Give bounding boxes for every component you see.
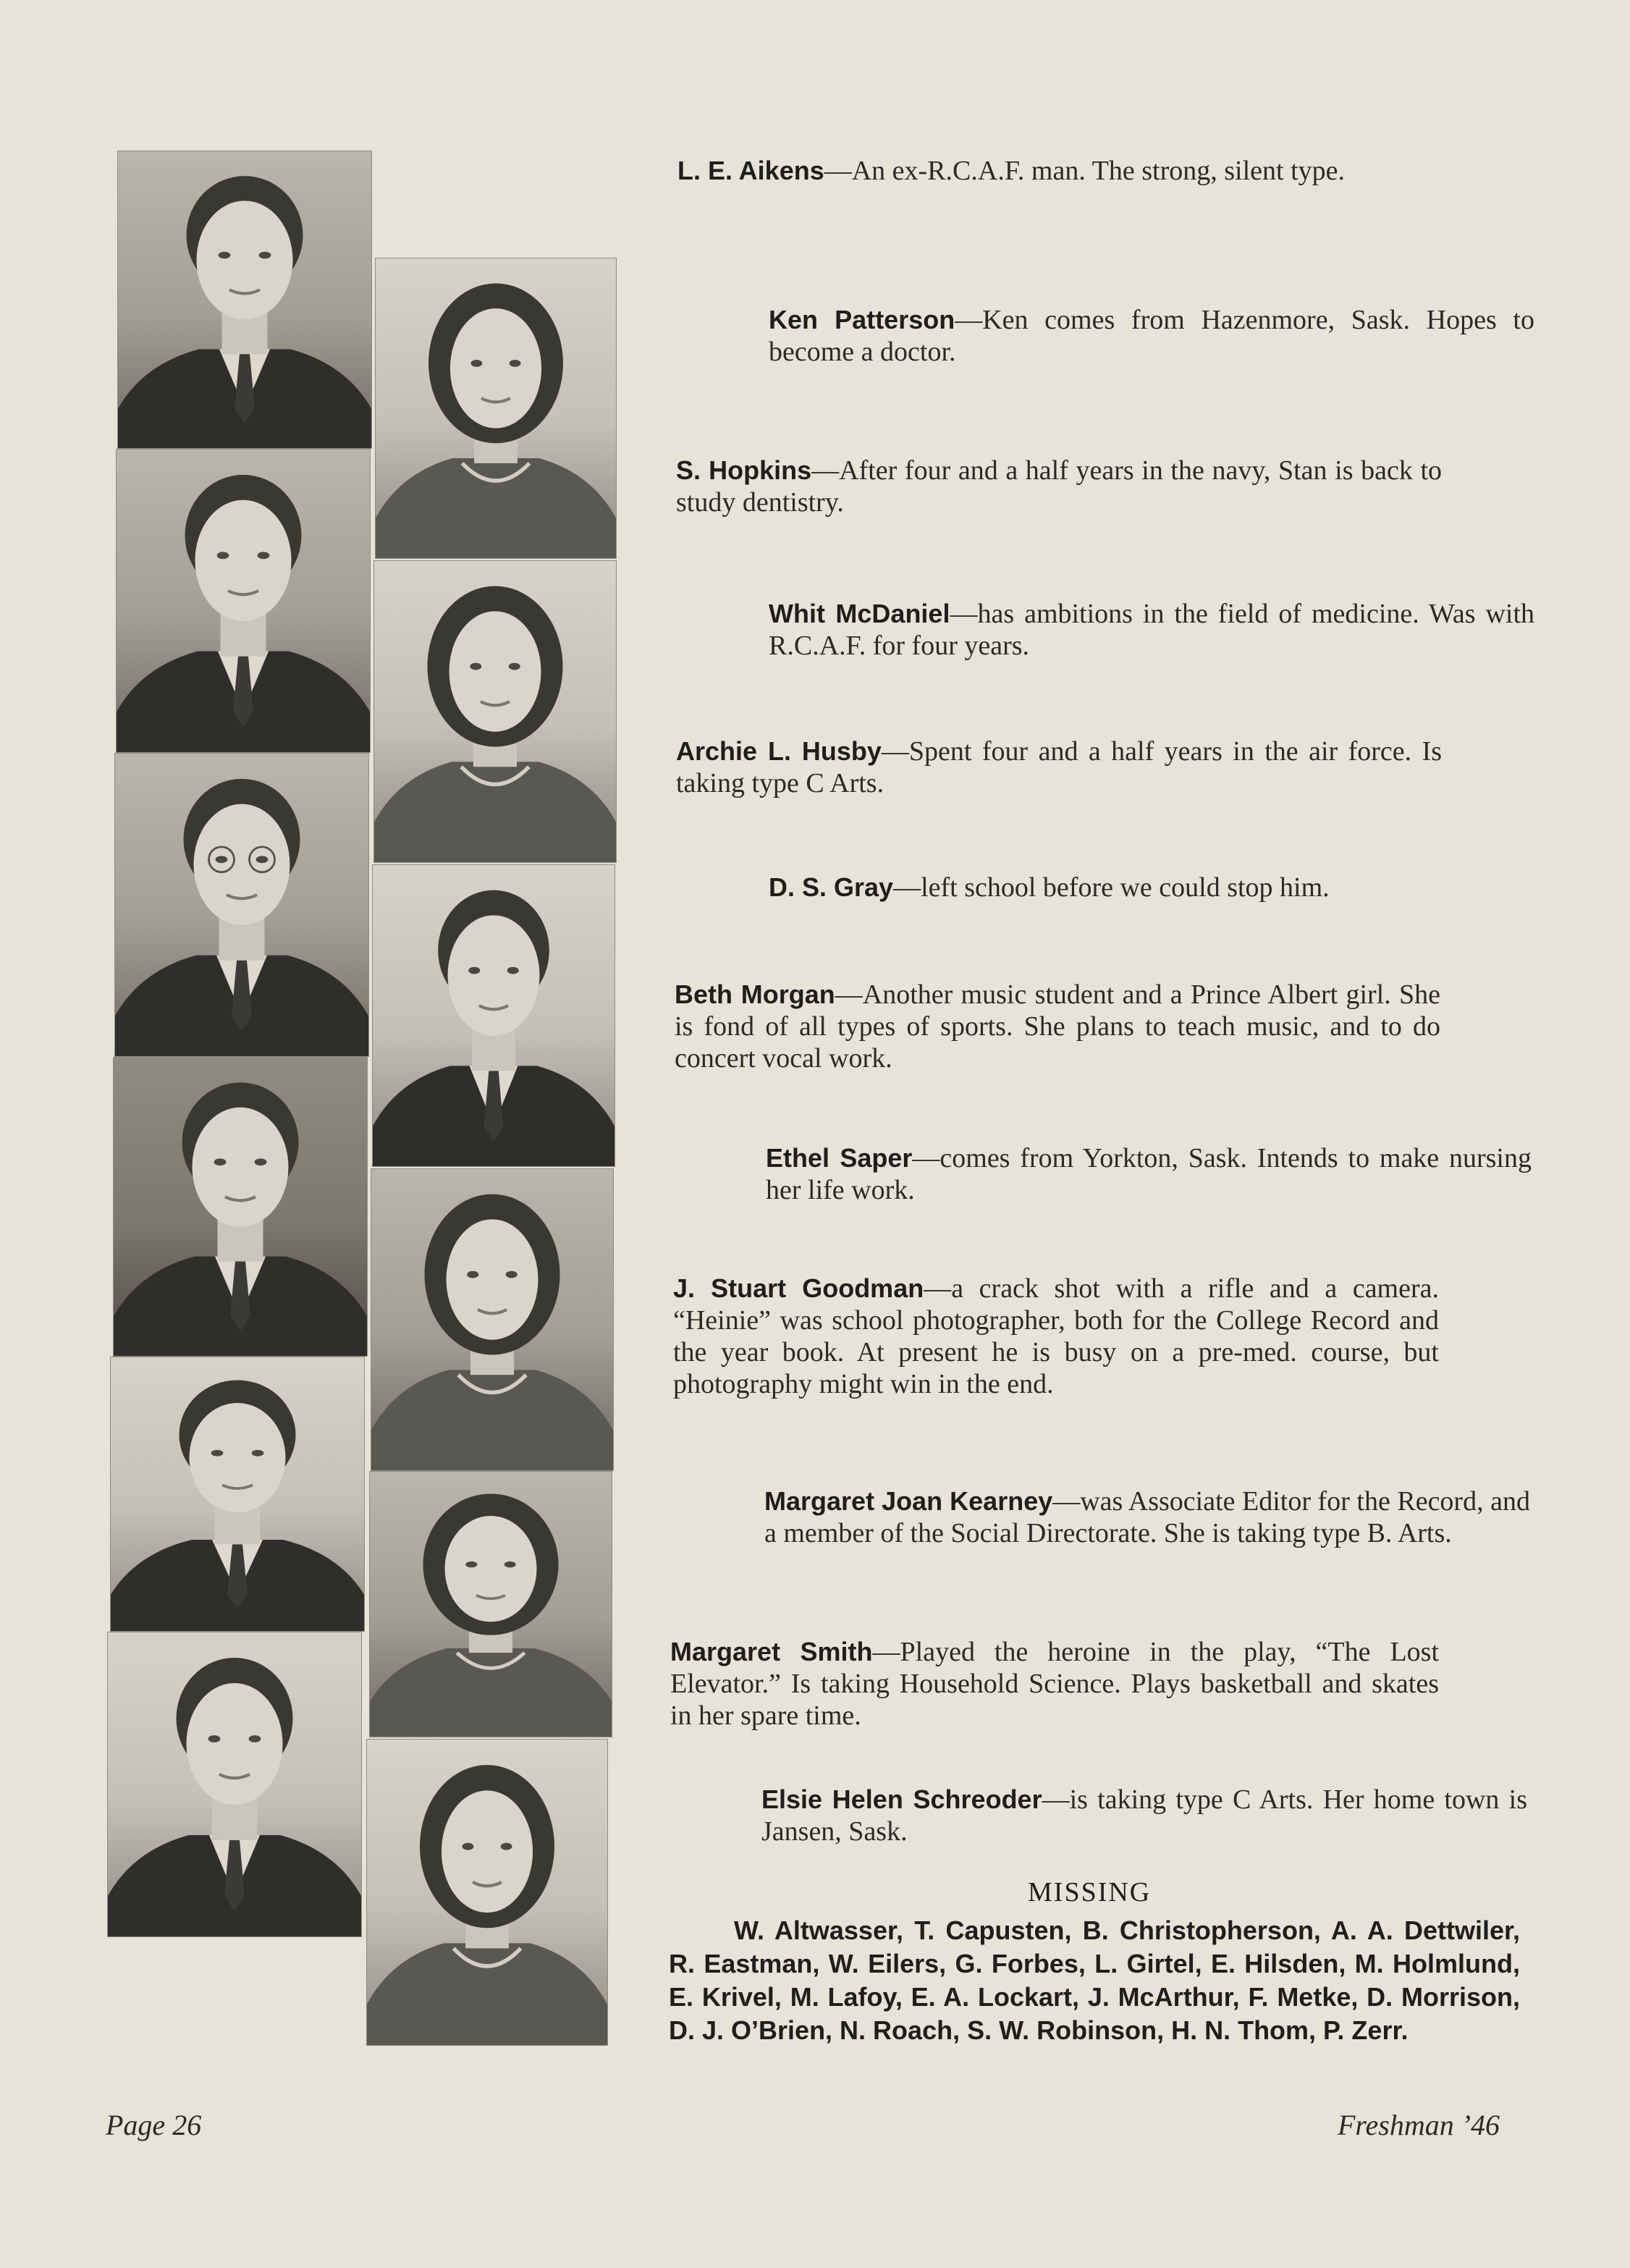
portrait-photo xyxy=(371,1168,614,1471)
face-shape xyxy=(442,1790,533,1913)
shoulders-shape xyxy=(371,1370,613,1470)
eye-shape xyxy=(462,1843,473,1850)
shoulders-shape xyxy=(376,458,616,558)
bio-entry: Margaret Joan Kearney—was Associate Editor for the Record, and a member of the Social Directorate. She is taking type B. Arts. xyxy=(764,1486,1530,1548)
missing-names: W. Altwasser, T. Capusten, B. Christopherson, A. A. Dettwiler, R. Eastman, W. Eilers, G. Forbes, L. Girtel, E. Hilsden, M. Holmlund, E. Krivel, M. Lafoy, E. A. Lockart, J. McArthur, F. Metke, D. Morrison, D. J. O’Brien, N. Roach, S. W. Robinson, H. N. Thom, P. Zerr. xyxy=(669,1915,1520,2045)
portrait-silhouette xyxy=(111,1357,364,1631)
eye-shape xyxy=(217,552,229,559)
eye-shape xyxy=(510,360,521,367)
bio-entry: S. Hopkins—After four and a half years in the navy, Stan is back to study dentistry. xyxy=(676,455,1442,518)
eye-shape xyxy=(259,252,271,259)
student-name: L. E. Aikens xyxy=(677,156,824,185)
portrait-photo xyxy=(372,864,615,1167)
face-shape xyxy=(450,308,541,429)
eye-shape xyxy=(249,1735,261,1742)
portrait-silhouette xyxy=(114,1058,367,1356)
face-shape xyxy=(449,611,541,731)
student-name: J. Stuart Goodman xyxy=(673,1273,924,1303)
eye-shape xyxy=(216,856,228,863)
portrait-photo xyxy=(107,1632,362,1937)
portrait-silhouette xyxy=(371,1169,613,1470)
bio-text: Spent four and a half years in the air force. Is taking type C Arts. xyxy=(676,736,1442,798)
portrait-silhouette xyxy=(374,561,616,862)
bio-entry: L. E. Aikens—An ex-R.C.A.F. man. The strong, silent type. xyxy=(677,156,1345,186)
student-name: S. Hopkins xyxy=(676,455,812,485)
portrait-silhouette xyxy=(115,754,368,1056)
face-shape xyxy=(193,1108,289,1227)
face-shape xyxy=(194,804,290,925)
eye-shape xyxy=(219,252,231,259)
student-name: Beth Morgan xyxy=(675,979,835,1009)
portrait-photo xyxy=(114,753,369,1057)
eye-shape xyxy=(470,360,482,367)
eye-shape xyxy=(258,552,270,559)
face-shape xyxy=(447,1219,539,1339)
bio-entry: D. S. Gray—left school before we could stop him. xyxy=(769,872,1330,903)
eye-shape xyxy=(468,967,480,974)
bio-entry: J. Stuart Goodman—a crack shot with a rifle and a camera. “Heinie” was school photographer, both for the College Record and the year book. At present he is busy on a pre-med. course, but photography might win in the end. xyxy=(673,1273,1440,1399)
portrait-silhouette xyxy=(117,450,370,752)
student-name: Ken Patterson xyxy=(769,305,955,334)
eye-shape xyxy=(504,1561,516,1568)
bio-text: An ex-R.C.A.F. man. The strong, silent type. xyxy=(851,156,1345,186)
portrait-silhouette xyxy=(108,1632,361,1936)
portrait-photo xyxy=(375,258,617,559)
student-name: Margaret Joan Kearney xyxy=(764,1486,1053,1516)
eye-shape xyxy=(465,1561,477,1568)
student-name: Ethel Saper xyxy=(766,1143,913,1173)
eye-shape xyxy=(509,663,520,670)
student-name: Whit McDaniel xyxy=(769,599,950,628)
bio-entry: Ethel Saper—comes from Yorkton, Sask. Intends to make nursing her life work. xyxy=(766,1143,1532,1205)
bio-entry: Beth Morgan—Another music student and a Prince Albert girl. She is fond of all types of sports. She plans to teach music, and to do concert vocal work. xyxy=(675,979,1440,1074)
shoulders-shape xyxy=(367,1943,607,2045)
bio-text: After four and a half years in the navy, Stan is back to study dentistry. xyxy=(676,455,1442,518)
student-name: Margaret Smith xyxy=(670,1637,873,1666)
eye-shape xyxy=(214,1158,227,1165)
page-number: Page 26 xyxy=(106,2109,202,2141)
portrait-photo xyxy=(373,560,617,863)
bio-text: comes from Yorkton, Sask. Intends to make nursing her life work. xyxy=(766,1143,1532,1205)
eye-shape xyxy=(467,1271,478,1278)
face-shape xyxy=(190,1403,286,1512)
portrait-silhouette xyxy=(118,151,371,448)
face-shape xyxy=(197,201,293,319)
eye-shape xyxy=(470,663,481,670)
face-shape xyxy=(195,500,292,621)
bio-text: is taking type C Arts. Her home town is Jansen, Sask. xyxy=(761,1784,1527,1847)
student-name: Elsie Helen Schreoder xyxy=(761,1784,1042,1814)
bio-entry: Archie L. Husby—Spent four and a half years in the air force. Is taking type C Arts. xyxy=(676,736,1442,798)
portrait-photo xyxy=(110,1357,365,1632)
portrait-photo xyxy=(116,449,371,753)
bio-entry: Margaret Smith—Played the heroine in the play, “The Lost Elevator.” Is taking Household Science. Plays basketball and skates in her spare time. xyxy=(670,1637,1440,1731)
bio-entry: Ken Patterson—Ken comes from Hazenmore, Sask. Hopes to become a doctor. xyxy=(769,305,1534,367)
bio-text: left school before we could stop him. xyxy=(921,872,1330,903)
student-name: D. S. Gray xyxy=(769,872,894,902)
student-name: Archie L. Husby xyxy=(676,736,882,766)
portrait-photo xyxy=(113,1057,368,1357)
eye-shape xyxy=(256,856,269,863)
eye-shape xyxy=(507,967,519,974)
bio-text: Another music student and a Prince Albert girl. She is fond of all types of sports. She plans to teach music, and to do concert vocal work. xyxy=(675,979,1440,1074)
portrait-silhouette xyxy=(376,258,616,558)
eye-shape xyxy=(208,1735,221,1742)
bio-text: Played the heroine in the play, “The Lost Elevator.” Is taking Household Science. Plays basketball and skates in her spare time. xyxy=(670,1637,1440,1731)
shoulders-shape xyxy=(370,1648,612,1737)
bio-entry: Elsie Helen Schreoder—is taking type C Arts. Her home town is Jansen, Sask. xyxy=(761,1784,1527,1847)
eye-shape xyxy=(255,1158,267,1165)
face-shape xyxy=(187,1683,283,1805)
portrait-silhouette xyxy=(373,865,615,1166)
face-shape xyxy=(445,1516,537,1622)
eye-shape xyxy=(211,1450,224,1457)
missing-heading: MISSING xyxy=(1028,1877,1152,1907)
face-shape xyxy=(448,915,540,1035)
bio-text: Ken comes from Hazenmore, Sask. Hopes to become a doctor. xyxy=(769,305,1534,367)
portrait-silhouette xyxy=(367,1740,607,2045)
bio-text: a crack shot with a rifle and a camera. “Heinie” was school photographer, both for the College Record and the year book. At present he is busy on a pre-med. course, but photography might win in the end. xyxy=(673,1273,1440,1399)
bio-text: has ambitions in the field of medicine. Was with R.C.A.F. for four years. xyxy=(769,599,1534,661)
bio-entry: Whit McDaniel—has ambitions in the field of medicine. Was with R.C.A.F. for four years. xyxy=(769,599,1534,661)
eye-shape xyxy=(252,1450,264,1457)
shoulders-shape xyxy=(374,762,616,862)
portrait-silhouette xyxy=(370,1472,612,1737)
portrait-photo xyxy=(117,151,372,449)
eye-shape xyxy=(501,1843,512,1850)
bio-text: was Associate Editor for the Record, and a member of the Social Directorate. She is taking type B. Arts. xyxy=(764,1486,1530,1548)
portrait-photo xyxy=(369,1471,612,1737)
publication-title: Freshman ’46 xyxy=(1338,2109,1500,2141)
eye-shape xyxy=(506,1271,518,1278)
portrait-photo xyxy=(366,1739,608,2046)
